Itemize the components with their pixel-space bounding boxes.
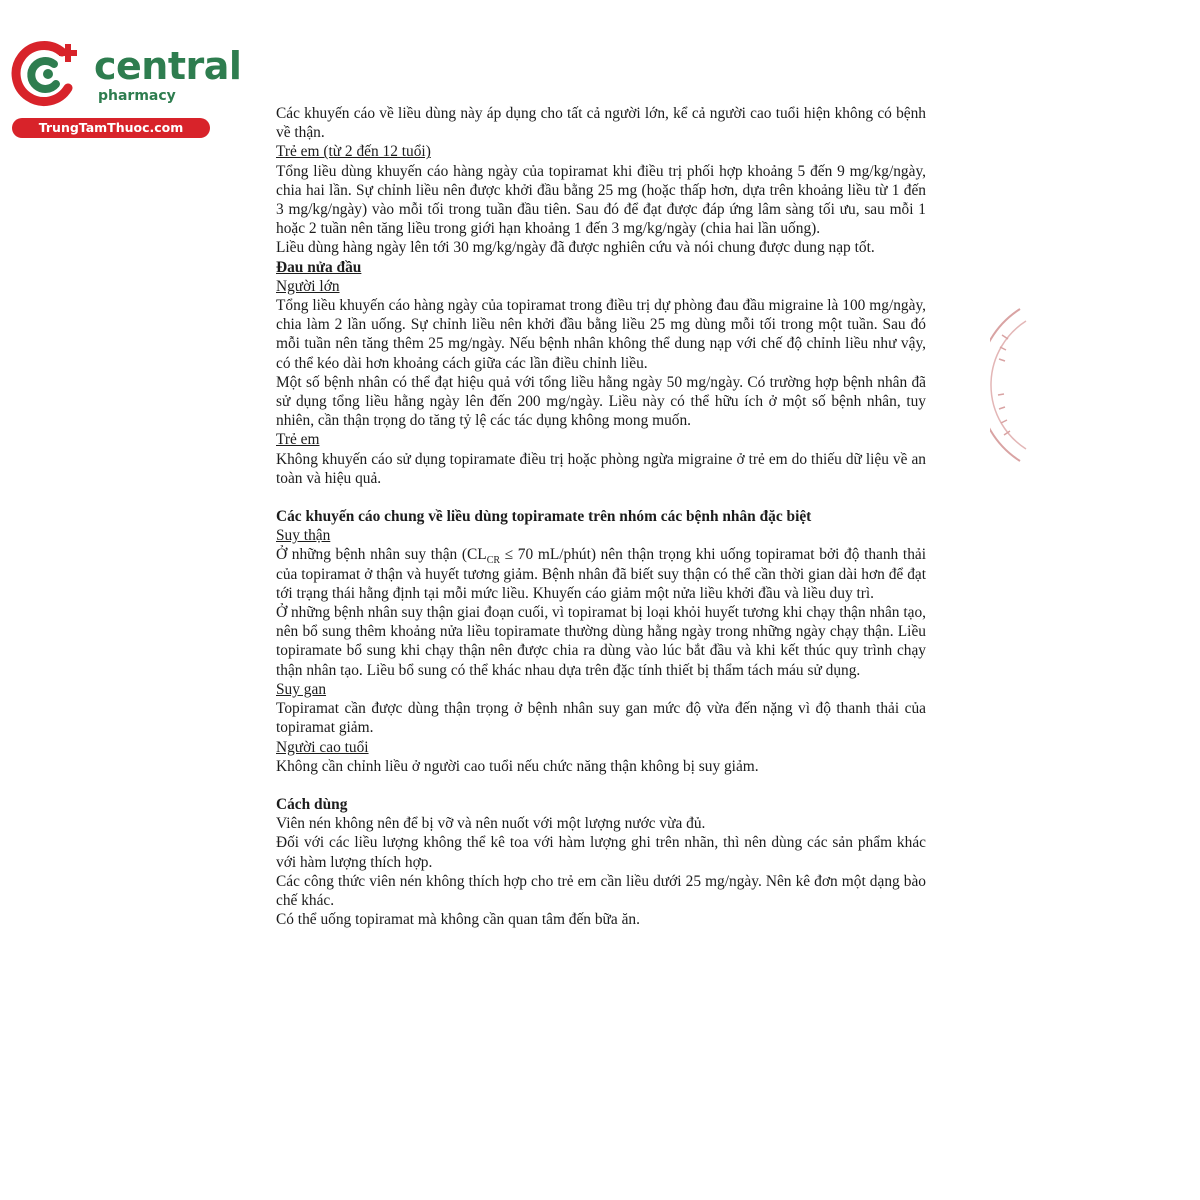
heading-renal-impairment: Suy thận: [276, 527, 331, 545]
heading-adults: Người lớn: [276, 277, 340, 295]
brand-name: central: [94, 44, 242, 88]
heading-hepatic-impairment: Suy gan: [276, 680, 327, 698]
paragraph-elderly: Không cần chỉnh liều ở người cao tuổi nếu chức năng thận không bị suy giảm.: [276, 757, 759, 775]
heading-children-2-12: Trẻ em (từ 2 đến 12 tuổi): [276, 143, 431, 161]
brand-logo[interactable]: [10, 38, 242, 138]
paragraph-children-dosage: Tổng liều dùng khuyến cáo hàng ngày của topiramat khi điều trị phối hợp khoảng 5 đến 9 mg/kg/ngày, chia hai lần. Sự chỉnh liều nên được khởi đầu bằng 25 mg (hoặc thấp hơn, dựa trên khoảng liều từ 1 đến 3 mg/kg/ngày) vào mỗi tối trong tuần đầu tiên. Sau đó để đạt được đáp ứng lâm sàng tối ưu, sau mỗi 1 hoặc 2 tuần nên tăng liều trong giới hạn khoảng 1 đến 3 mg/kg/ngày (chia hai lần uống).: [276, 162, 926, 238]
renal-text-b: ≤ 70 mL/phút) nên thận trọng khi uống topiramat bởi độ thanh thải của topiramat ở thận và huyết tương giảm. Bệnh nhân đã biết suy thận có thể cần thời gian dài hơn để đạt tới trạng thái hằng định tại mỗi mức liều. Khuyến cáo giảm một nửa liều khởi đầu và liều duy trì.: [276, 546, 926, 602]
spacer: [276, 776, 926, 795]
stamp-fragment-icon: [990, 305, 1030, 465]
paragraph-with-or-without-food: Có thể uống topiramat mà không cần quan tâm đến bữa ăn.: [276, 911, 640, 929]
paragraph-children-max-dose: Liều dùng hàng ngày lên tới 30 mg/kg/ngày đã được nghiên cứu và nói chung được dung nạp tốt.: [276, 239, 875, 257]
renal-text-a: Ở những bệnh nhân suy thận (CL: [276, 546, 487, 564]
heading-children: Trẻ em: [276, 431, 320, 449]
paragraph-other-products: Đối với các liều lượng không thể kê toa với hàm lượng ghi trên nhãn, thì nên dùng các sản phẩm khác với hàm lượng thích hợp.: [276, 834, 926, 871]
pharmacy-cross-logo-icon: [10, 38, 82, 110]
paragraph-children-formulation: Các công thức viên nén không thích hợp cho trẻ em cần liều dưới 25 mg/ngày. Nên kê đơn một dạng bào chế khác.: [276, 872, 926, 909]
heading-elderly: Người cao tuổi: [276, 738, 369, 756]
paragraph-swallow-tablet: Viên nén không nên để bị vỡ và nên nuốt với một lượng nước vừa đủ.: [276, 815, 706, 833]
clcr-subscript: CR: [486, 555, 501, 567]
paragraph-migraine-adult-dosage: Tổng liều khuyến cáo hàng ngày của topiramat trong điều trị dự phòng đau đầu migraine là 100 mg/ngày, chia làm 2 lần uống. Sự chỉnh liều nên khởi đầu bằng liều 25 mg dùng mỗi tối trong một tuần. Sau đó mỗi tuần nên tăng thêm 25 mg/ngày. Nếu bệnh nhân không thể dung nạp với chế độ chỉnh liều như vậy, có thể kéo dài hơn khoảng cách giữa các lần điều chỉnh liều.: [276, 297, 926, 372]
heading-special-populations: Các khuyến cáo chung về liều dùng topiramate trên nhóm các bệnh nhân đặc biệt: [276, 508, 812, 526]
paragraph-hepatic-impairment: Topiramat cần được dùng thận trọng ở bệnh nhân suy gan mức độ vừa đến nặng vì độ thanh thải của topiramat giảm.: [276, 700, 926, 737]
brand-url-badge[interactable]: TrungTamThuoc.com: [12, 118, 210, 138]
paragraph-migraine-effect: Một số bệnh nhân có thể đạt hiệu quả với tổng liều hằng ngày 50 mg/ngày. Có trường hợp bệnh nhân đã sử dụng tổng liều hằng ngày lên đến 200 mg/ngày. Liều này có thể hữu ích ở một số bệnh nhân, tuy nhiên, cần thận trọng do tăng tỷ lệ các tác dụng không mong muốn.: [276, 373, 926, 430]
paragraph-dialysis: Ở những bệnh nhân suy thận giai đoạn cuối, vì topiramat bị loại khỏi huyết tương khi chạy thận nhân tạo, nên bổ sung thêm khoảng nửa liều topiramate thường dùng hằng ngày trong những ngày chạy thận. Liều topiramate bổ sung khi chạy thận nên được chia ra dùng vào lúc bắt đầu và khi kết thúc quy trình chạy thận nhân tạo. Liều bổ sung có thể khác nhau dựa trên đặc tính thiết bị thẩm tách máu sử dụng.: [276, 604, 926, 679]
document-body: [276, 104, 926, 929]
spacer: [276, 488, 926, 507]
heading-administration: Cách dùng: [276, 795, 348, 813]
brand-subtitle: pharmacy: [98, 88, 176, 104]
paragraph-adult-dosage-note: Các khuyến cáo về liều dùng này áp dụng cho tất cả người lớn, kể cả người cao tuổi hiện không có bệnh về thận.: [276, 105, 926, 142]
paragraph-renal-impairment: [276, 545, 926, 603]
heading-migraine: Đau nửa đầu: [276, 258, 362, 276]
paragraph-migraine-children: Không khuyến cáo sử dụng topiramate điều trị hoặc phòng ngừa migraine ở trẻ em do thiếu dữ liệu về an toàn và hiệu quả.: [276, 450, 926, 487]
